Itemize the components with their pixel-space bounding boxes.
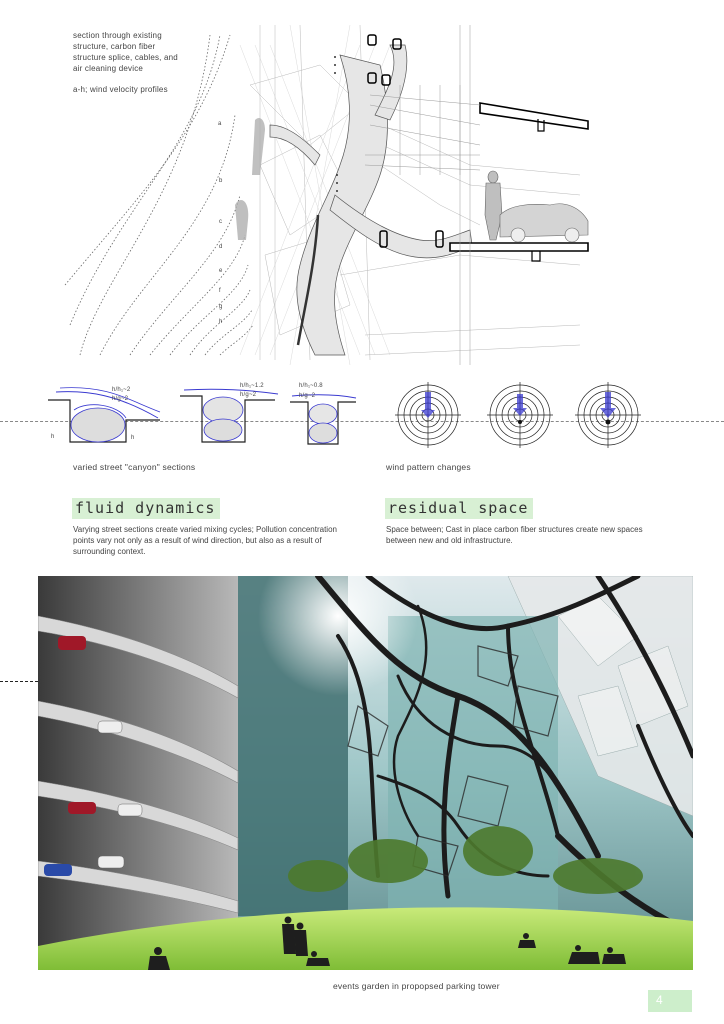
canyon-1-ratio-1: h/h₁~2 <box>112 387 131 393</box>
residual-space-text: Space between; Cast in place carbon fiber structures create new spaces between new and old infrastructure. <box>386 525 643 545</box>
section-annotation <box>73 30 213 95</box>
fluid-dynamics-text: Varying street sections create varied mixing cycles; Pollution concentration points vary not only as a result of wind direction, but also as a result of surrounding context. <box>73 525 337 556</box>
profile-letter: a <box>218 121 222 127</box>
canyon-section-2 <box>180 380 280 450</box>
profile-letter: d <box>219 244 223 250</box>
annotation-line: air cleaning device <box>73 64 144 73</box>
annotation-line: structure splice, cables, and <box>73 53 178 62</box>
fluid-dynamics-heading: fluid dynamics <box>72 498 220 519</box>
render-caption: events garden in propopsed parking tower <box>333 981 500 991</box>
residual-space-heading: residual space <box>385 498 533 519</box>
dashed-marker <box>0 681 38 682</box>
canyon-1-h-right: h <box>131 435 135 441</box>
canyon-section-1 <box>48 380 168 450</box>
canyon-3-ratio-1: h/h₁~0.8 <box>299 383 323 389</box>
profile-letter: c <box>219 219 223 225</box>
canyon-2-ratio-1: h/h₁~1.2 <box>240 383 264 389</box>
events-garden-render <box>38 576 693 970</box>
page-number-tab <box>648 990 692 1012</box>
profile-letter: f <box>219 288 221 294</box>
wind-velocity-label: a-h; wind velocity profiles <box>73 85 168 94</box>
annotation-line: structure, carbon fiber <box>73 42 156 51</box>
canyon-sections-caption: varied street "canyon" sections <box>73 462 196 472</box>
canyon-2-ratio-2: h/g~2 <box>240 392 257 398</box>
profile-letter: h <box>219 319 223 325</box>
wind-pattern-caption: wind pattern changes <box>386 462 471 472</box>
annotation-line: section through existing <box>73 31 162 40</box>
page-number: 4 <box>656 993 663 1007</box>
canyon-3-ratio-2: h/g~2 <box>299 393 316 399</box>
canyon-1-ratio-2: h/g~2 <box>112 396 129 402</box>
profile-letter: b <box>219 178 223 184</box>
profile-letter: e <box>219 268 223 274</box>
profile-letter: g <box>219 304 223 310</box>
canyon-1-h-left: h <box>51 434 55 440</box>
wind-pattern-diagrams <box>395 382 665 448</box>
